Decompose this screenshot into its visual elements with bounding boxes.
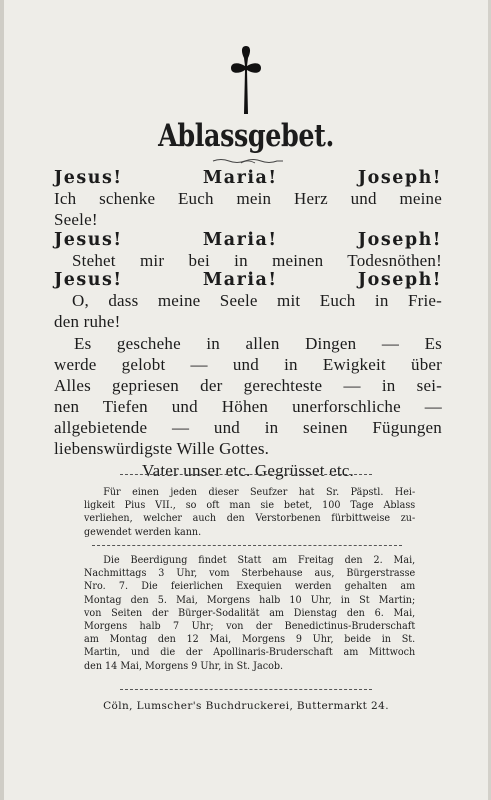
closing-line: Vater unser etc. Gegrüsset etc.: [141, 461, 354, 480]
invocation-1: [54, 168, 442, 230]
petition-line: Seele!: [54, 210, 98, 229]
flourish-divider-icon: [211, 157, 285, 165]
note-line: verliehen, welcher auch den Verstorbenen fürbittweise zu-: [84, 513, 416, 525]
divider: [120, 474, 372, 475]
petition-line: Ich schenke Euch mein Herz und meine: [54, 189, 442, 208]
notice-line: Morgens halb 7 Uhr; von der Benedictinus-Bruderschaft: [84, 621, 416, 633]
note-line: Für einen jeden dieser Seufzer hat Sr. Päpstl. Hei-: [103, 487, 416, 498]
invocation-jesus: Jesus!: [54, 270, 123, 290]
funeral-notice: [84, 554, 415, 673]
invocation-3: [54, 270, 442, 332]
cross-icon: [229, 44, 263, 118]
prayer-paragraph: [54, 333, 442, 481]
note-line: ligkeit Pius VII., so oft man sie betet, 100 Tage Ablass: [84, 500, 416, 512]
notice-line: Nro. 7. Die feierlichen Exequien werden gehalten am: [84, 581, 416, 593]
indulgence-note: [84, 486, 415, 539]
invocation-jesus: Jesus!: [54, 168, 123, 188]
note-line: gewendet werden kann.: [84, 526, 202, 538]
notice-line: am Montag den 12 Mai, Morgens 9 Uhr, beide in St.: [84, 634, 416, 646]
notice-line: Martin, und die der Apollinaris-Bruderschaft am Mittwoch: [84, 647, 416, 659]
printer-imprint: Cöln, Lumscher's Buchdruckerei, Buttermarkt 24.: [103, 700, 389, 712]
notice-line: Nachmittags 3 Uhr, vom Sterbehause aus, Bürgerstrasse: [84, 568, 416, 580]
invocation-maria: Maria!: [202, 168, 278, 188]
invocation-jesus: Jesus!: [54, 230, 123, 250]
petition-line: Stehet mir bei in meinen Todesnöthen!: [72, 251, 442, 270]
divider: [92, 545, 402, 546]
notice-line: Die Beerdigung findet Statt am Freitag den 2. Mai,: [103, 555, 416, 566]
invocation-maria: Maria!: [202, 230, 278, 250]
divider: [120, 689, 372, 690]
invocation-maria: Maria!: [202, 270, 278, 290]
petition-line: O, dass meine Seele mit Euch in Frie-: [72, 291, 442, 310]
notice-line: Montag den 5. Mai, Morgens halb 10 Uhr, in St Martin;: [84, 594, 416, 606]
petition-line: den ruhe!: [54, 312, 121, 331]
invocation-2: [54, 230, 442, 271]
invocation-joseph: Joseph!: [357, 270, 442, 290]
notice-line: von Seiten der Bürger-Sodalität am Dienstag den 6. Mai,: [84, 607, 416, 619]
paragraph-line: allgebietende — und in seinen Fügungen: [54, 418, 442, 437]
paragraph-line: werde gelobt — und in Ewigkeit über: [54, 355, 442, 374]
invocation-joseph: Joseph!: [357, 230, 442, 250]
paragraph-line: Alles gepriesen der gerechteste — in sei-: [54, 376, 442, 395]
notice-line: den 14 Mai, Morgens 9 Uhr, in St. Jacob.: [84, 660, 284, 672]
paragraph-line: liebenswürdigste Wille Gottes.: [54, 439, 270, 458]
invocation-joseph: Joseph!: [357, 168, 442, 188]
paragraph-line: Es geschehe in allen Dingen — Es: [74, 334, 442, 353]
page-title: Ablassgebet.: [158, 118, 334, 154]
paragraph-line: nen Tiefen und Höhen unerforschliche —: [54, 397, 442, 416]
